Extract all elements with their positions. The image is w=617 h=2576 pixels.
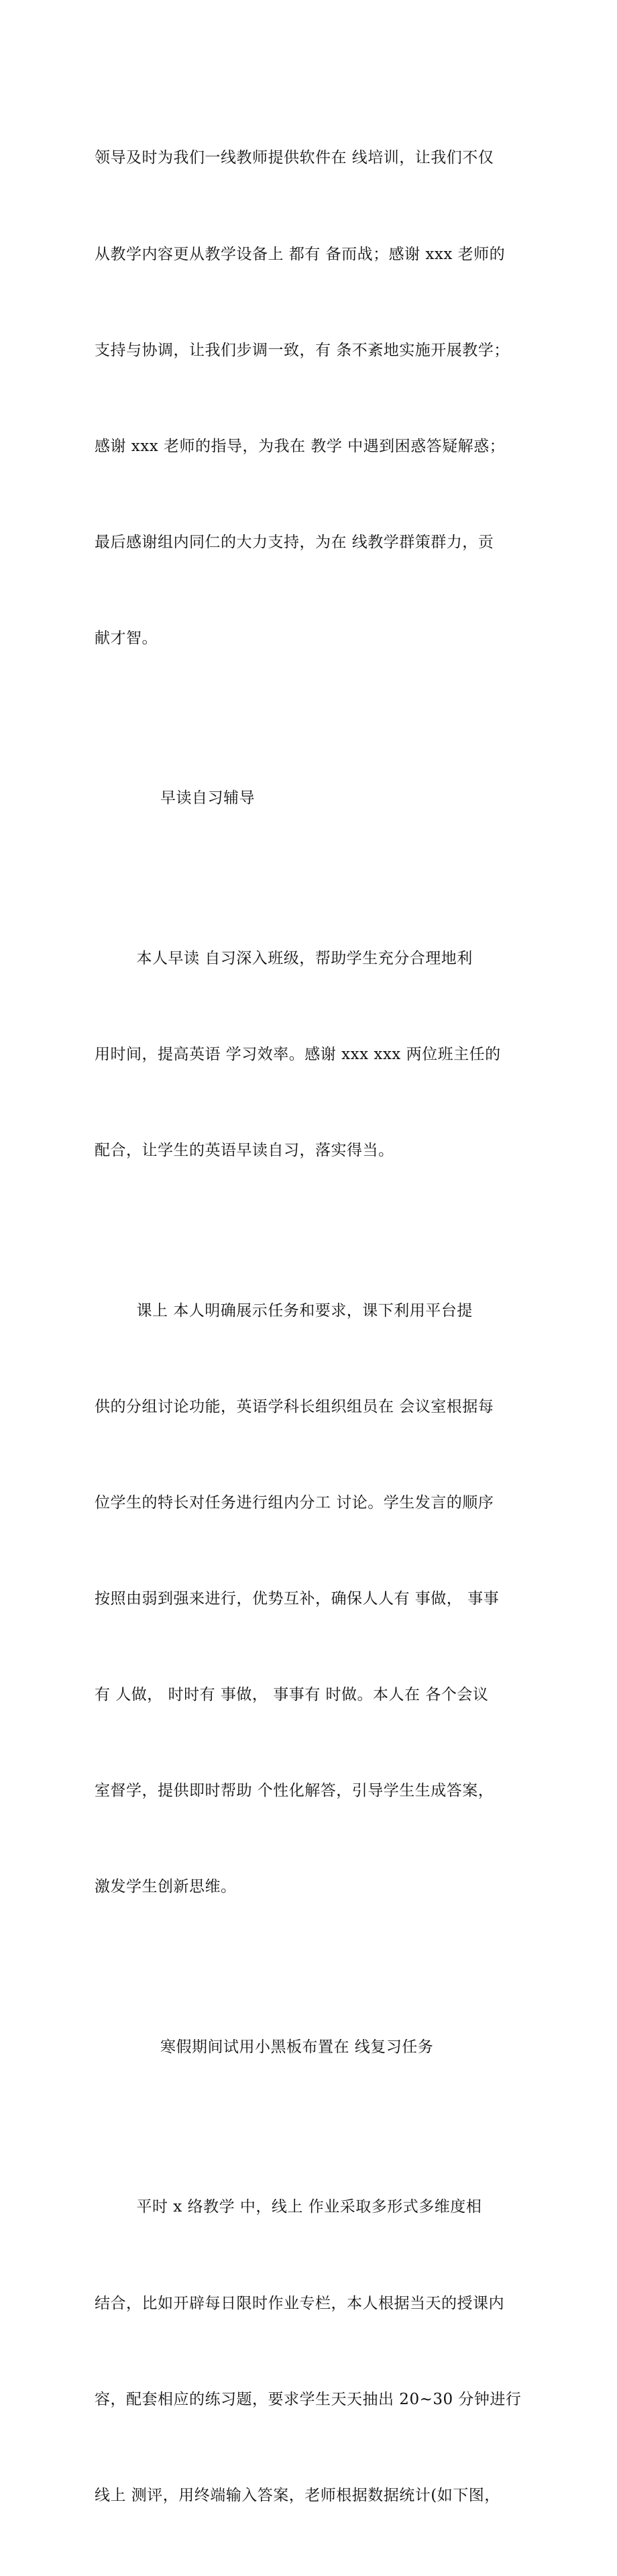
text-line: 领导及时为我们一线教师提供软件在 线培训，让我们不仅: [95, 149, 494, 167]
paragraph-acknowledgements: [95, 79, 527, 719]
text-line: 容，配套相应的练习题，要求学生天天抽出 20~30 分钟进行: [95, 2390, 522, 2408]
heading-text: 早读自习辅导: [160, 789, 255, 807]
paragraph-online-homework: [95, 2128, 527, 2576]
text-line: 用时间，提高英语 学习效率。感谢 xxx xxx 两位班主任的: [95, 1046, 501, 1064]
text-line: 有 人做， 时时有 事做， 事事有 时做。本人在 各个会议: [95, 1686, 489, 1704]
paragraph-morning-reading: [95, 879, 527, 1232]
text-line: 室督学，提供即时帮助 个性化解答，引导学生生成答案，: [95, 1782, 494, 1800]
text-line: 献才智。: [95, 629, 158, 647]
text-line: 平时 x 络教学 中，线上 作业采取多形式多维度相: [95, 2198, 482, 2216]
text-line: 从教学内容更从教学设备上 都有 备而战；感谢 xxx 老师的: [95, 245, 506, 263]
text-line: 激发学生创新思维。: [95, 1878, 237, 1896]
text-line: 本人早读 自习深入班级，帮助学生充分合理地利: [95, 949, 473, 967]
text-line: 最后感谢组内同仁的大力支持，为在 线教学群策群力，贡: [95, 533, 494, 551]
text-line: 感谢 xxx 老师的指导，为我在 教学 中遇到困惑答疑解惑；: [95, 437, 506, 455]
text-line: 线上 测评，用终端输入答案，老师根据数据统计(如下图，: [95, 2486, 500, 2504]
text-line: 按照由弱到强来进行，优势互补，确保人人有 事做， 事事: [95, 1590, 500, 1608]
document-body: [95, 79, 527, 2576]
text-line: 课上 本人明确展示任务和要求，课下利用平台提: [95, 1301, 473, 1320]
text-line: 支持与协调，让我们步调一致，有 条不紊地实施开展教学；: [95, 341, 510, 359]
paragraph-group-discussion: [95, 1231, 527, 1967]
section-heading-morning-reading: [95, 719, 527, 879]
text-line: 结合，比如开辟每日限时作业专栏，本人根据当天的授课内: [95, 2294, 504, 2312]
text-line: 位学生的特长对任务进行组内分工 讨论。学生发言的顺序: [95, 1493, 494, 1512]
section-heading-winter-review: [95, 1967, 527, 2128]
text-line: 配合，让学生的英语早读自习，落实得当。: [95, 1142, 394, 1160]
heading-text: 寒假期间试用小黑板布置在 线复习任务: [160, 2038, 434, 2056]
text-line: 供的分组讨论功能，英语学科长组织组员在 会议室根据每: [95, 1397, 494, 1416]
